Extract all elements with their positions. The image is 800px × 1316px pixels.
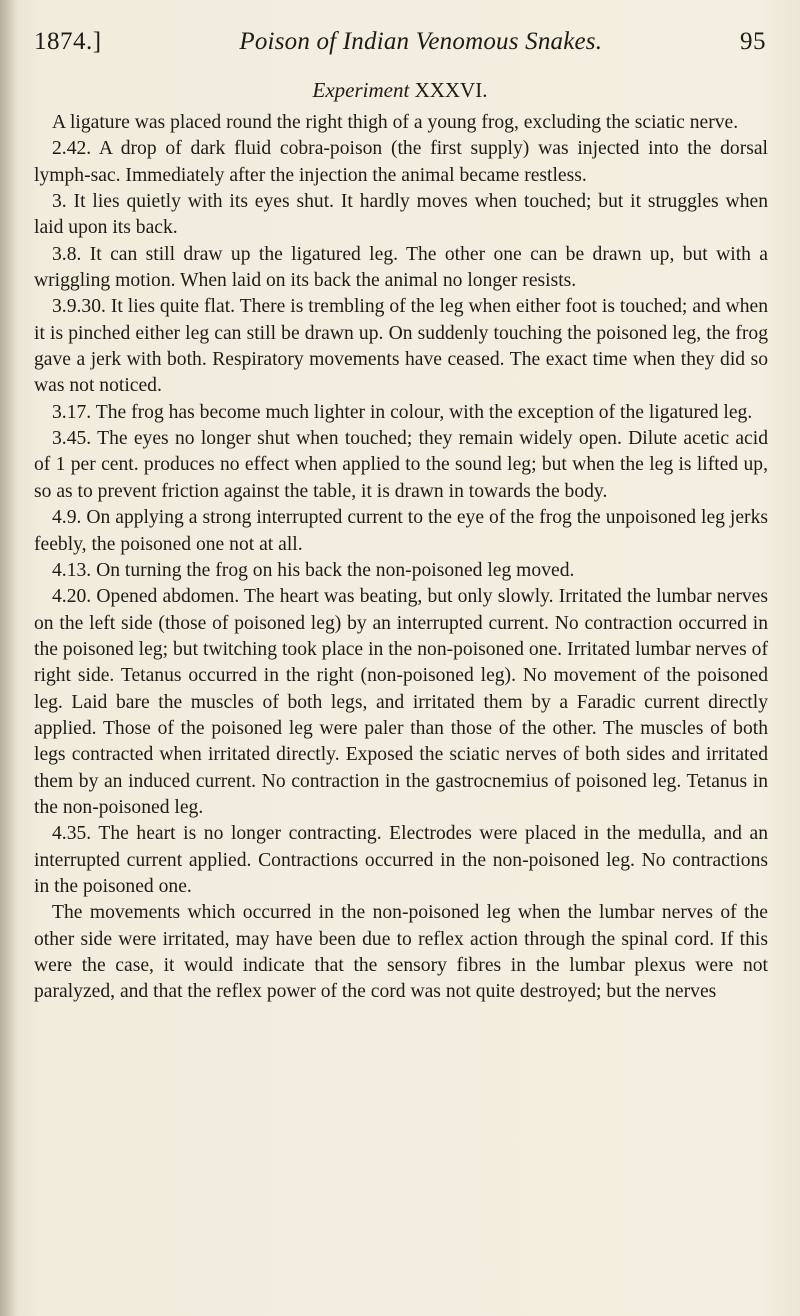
body-text	[34, 110, 768, 1006]
running-head	[34, 28, 766, 58]
paragraph: 3.45. The eyes no longer shut when touched; they remain widely open. Dilute acetic acid of 1 per cent. produces no effect when applied to the sound leg; but when the leg is lifted up, so as to prevent friction against the table, it is drawn in towards the body.	[34, 428, 768, 502]
paragraph: 4.35. The heart is no longer contracting. Electrodes were placed in the medulla, and an interrupted current applied. Contractions occurred in the non-poisoned leg. No contractions in the poisoned one.	[34, 823, 768, 897]
experiment-label: Experiment	[312, 78, 410, 102]
paragraph: 3.9.30. It lies quite flat. There is trembling of the leg when either foot is touched; and when it is pinched either leg can still be drawn up. On suddenly touching the poisoned leg, the frog gave a jerk with both. Respiratory movements have ceased. The exact time when they did so was not noticed.	[34, 296, 768, 397]
paragraph: The movements which occurred in the non-poisoned leg when the lumbar nerves of the other side were irritated, may have been due to reflex action through the spinal cord. If this were the case, it would indicate that the sensory fibres in the lumbar plexus were not paralyzed, and that the reflex power of the cord was not quite destroyed; but the nerves	[34, 902, 768, 1003]
running-head-year: 1874.]	[34, 28, 102, 55]
paragraph: 3.17. The frog has become much lighter in colour, with the exception of the ligatured leg.	[52, 401, 753, 423]
experiment-heading	[0, 78, 800, 103]
running-head-title: Poison of Indian Venomous Snakes.	[239, 28, 603, 55]
paragraph: 3. It lies quietly with its eyes shut. It hardly moves when touched; but it struggles when laid upon its back.	[34, 191, 768, 239]
paragraph: 4.9. On applying a strong interrupted current to the eye of the frog the unpoisoned leg jerks feebly, the poisoned one not at all.	[34, 507, 768, 555]
paragraph: A ligature was placed round the right thigh of a young frog, excluding the sciatic nerve.	[52, 112, 739, 133]
experiment-number: XXXVI.	[414, 78, 488, 102]
paragraph: 3.8. It can still draw up the ligatured leg. The other one can be drawn up, but with a wriggling motion. When laid on its back the animal no longer resists.	[34, 243, 768, 292]
paragraph: 2.42. A drop of dark fluid cobra-poison (the first supply) was injected into the dorsal lymph-sac. Immediately after the injection the animal became restless.	[34, 138, 768, 186]
spine-shadow	[0, 0, 18, 1316]
paragraph: 4.13. On turning the frog on his back the non-poisoned leg moved.	[52, 559, 575, 581]
page-number: 95	[740, 28, 766, 55]
paragraph: 4.20. Opened abdomen. The heart was beating, but only slowly. Irritated the lumbar nerves on the left side (those of poisoned leg) by an interrupted current. No contraction occurred in the poisoned leg; but twitching took place in the non-poisoned one. Irritated lumbar nerves of right side. Tetanus occurred in the right (non-poisoned leg). No movement of the poisoned leg. Laid bare the muscles of both legs, and irritated them by a Faradic current directly applied. Those of the poisoned leg were paler than those of the other. The muscles of both legs contracted when irritated directly. Exposed the sciatic nerves of both sides and irritated them by an induced current. No contraction in the gastrocnemius of poisoned leg. Tetanus in the non-poisoned leg.	[34, 586, 768, 818]
